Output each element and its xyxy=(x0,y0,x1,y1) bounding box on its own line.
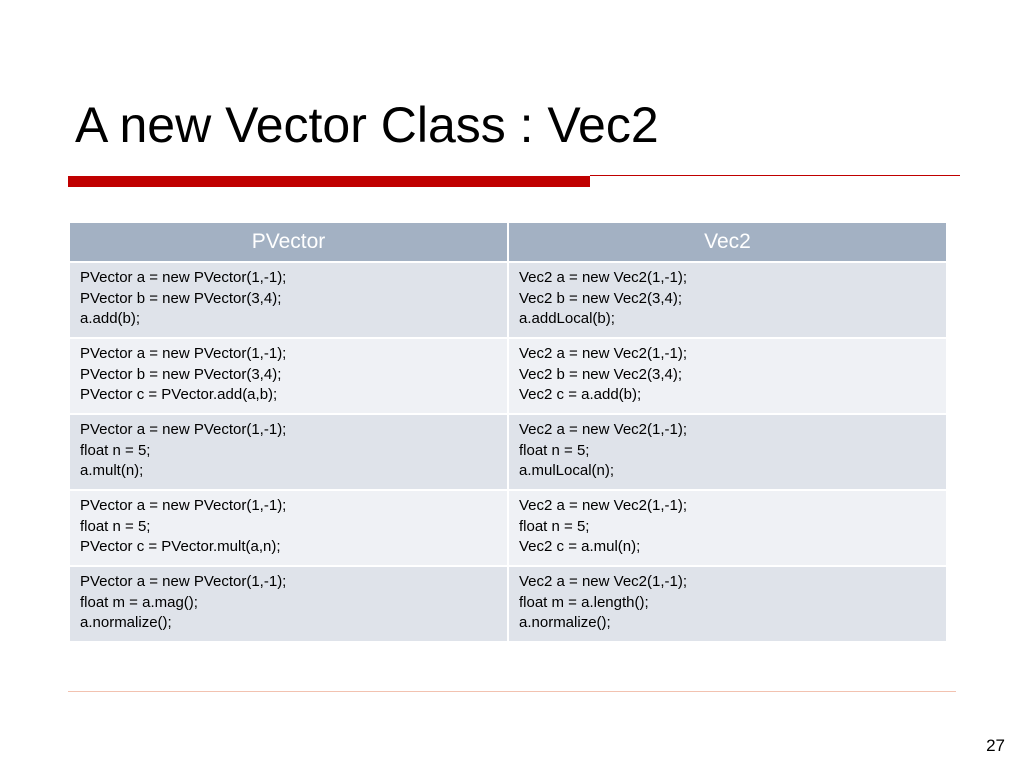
table-header-row xyxy=(69,222,947,262)
footer-divider xyxy=(68,691,956,692)
slide-title: A new Vector Class : Vec2 xyxy=(75,97,659,153)
cell-pvector-code: PVector a = new PVector(1,-1); float n = 5; a.mult(n); xyxy=(69,414,508,490)
header-vec2: Vec2 xyxy=(508,222,947,262)
cell-pvector-code: PVector a = new PVector(1,-1); PVector b = new PVector(3,4); PVector c = PVector.add(a,b); xyxy=(69,338,508,414)
cell-pvector-code: PVector a = new PVector(1,-1); float m = a.mag(); a.normalize(); xyxy=(69,566,508,642)
title-underline-thin xyxy=(590,175,960,176)
table-row xyxy=(69,566,947,642)
cell-vec2-code: Vec2 a = new Vec2(1,-1); float n = 5; Vec2 c = a.mul(n); xyxy=(508,490,947,566)
cell-pvector-code: PVector a = new PVector(1,-1); float n = 5; PVector c = PVector.mult(a,n); xyxy=(69,490,508,566)
table-row xyxy=(69,414,947,490)
title-underline-accent xyxy=(68,176,590,187)
header-pvector: PVector xyxy=(69,222,508,262)
cell-vec2-code: Vec2 a = new Vec2(1,-1); Vec2 b = new Vec2(3,4); Vec2 c = a.add(b); xyxy=(508,338,947,414)
cell-vec2-code: Vec2 a = new Vec2(1,-1); float n = 5; a.mulLocal(n); xyxy=(508,414,947,490)
cell-pvector-code: PVector a = new PVector(1,-1); PVector b = new PVector(3,4); a.add(b); xyxy=(69,262,508,338)
cell-vec2-code: Vec2 a = new Vec2(1,-1); Vec2 b = new Vec2(3,4); a.addLocal(b); xyxy=(508,262,947,338)
table-row xyxy=(69,262,947,338)
cell-vec2-code: Vec2 a = new Vec2(1,-1); float m = a.length(); a.normalize(); xyxy=(508,566,947,642)
comparison-table xyxy=(68,221,948,643)
table-row xyxy=(69,338,947,414)
table-row xyxy=(69,490,947,566)
page-number: 27 xyxy=(986,736,1005,755)
